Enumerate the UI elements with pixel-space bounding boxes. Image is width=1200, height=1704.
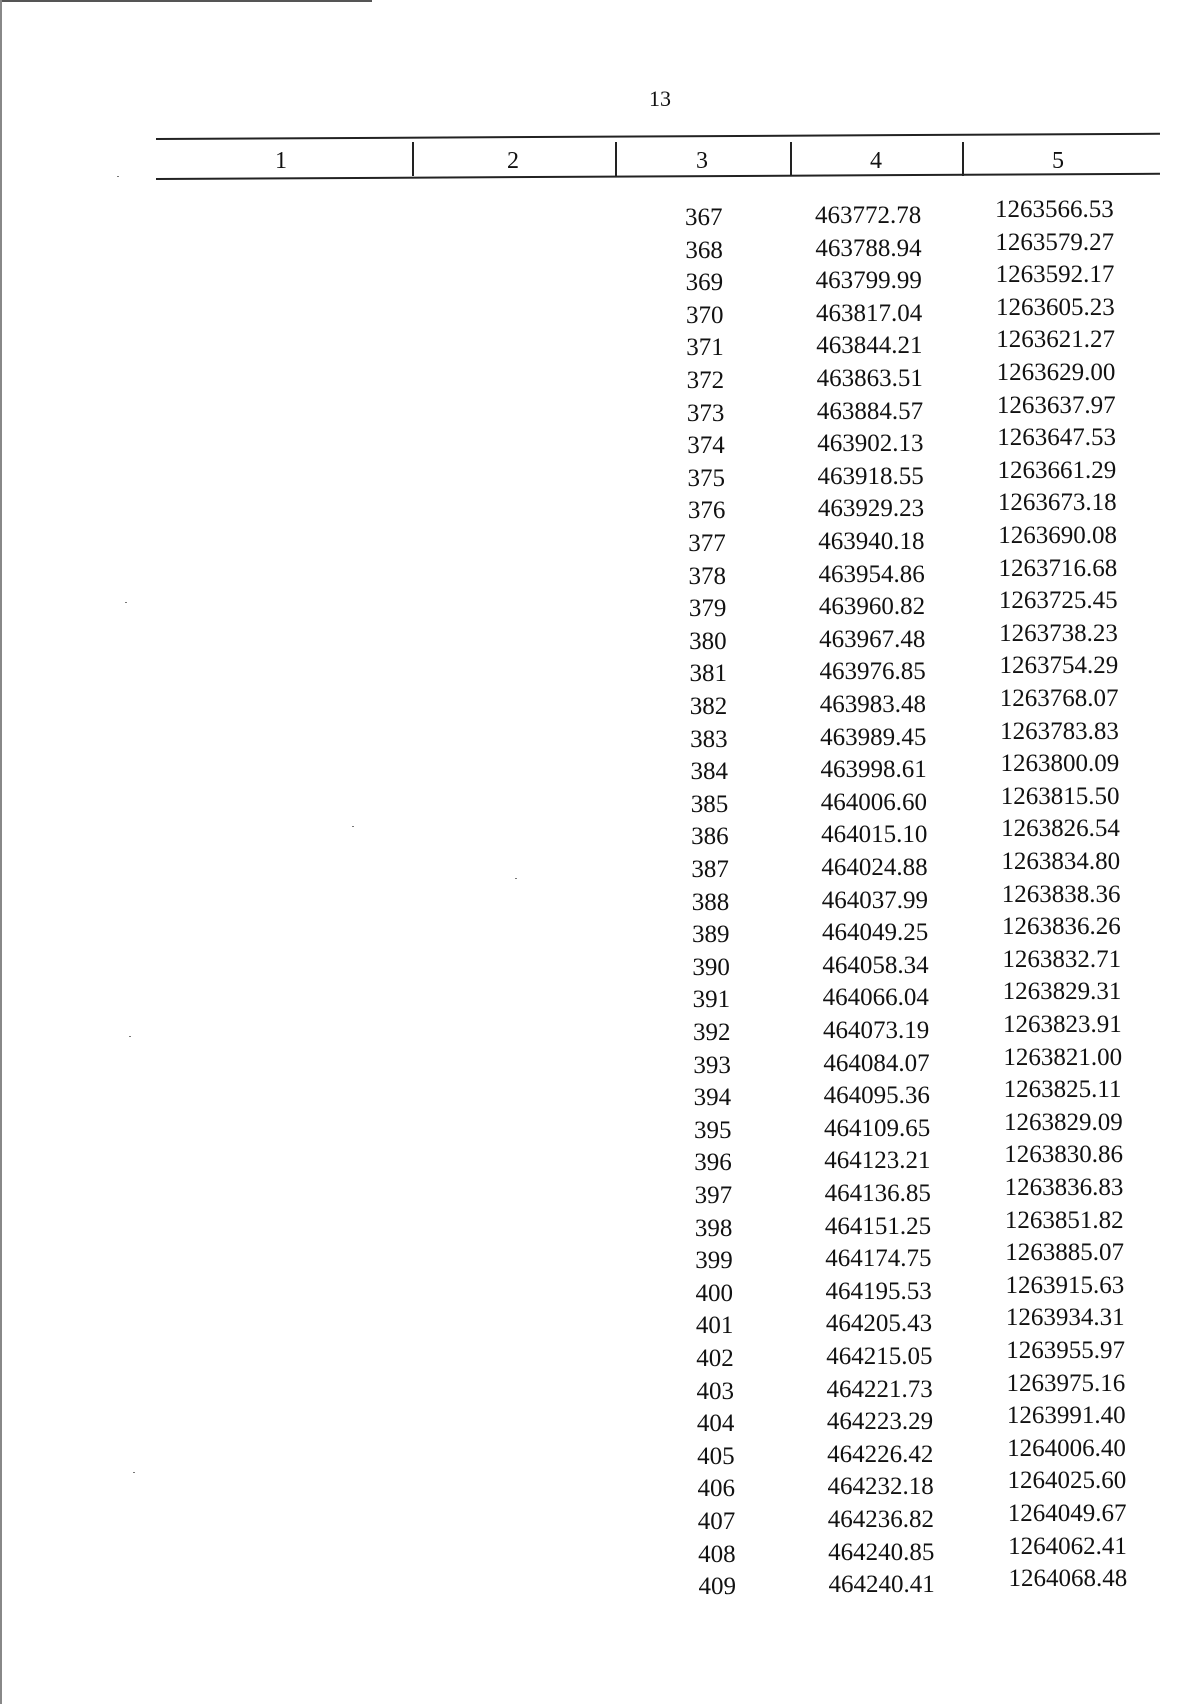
- cell-y-coordinate: 1263690.08: [998, 522, 1117, 549]
- cell-point-number: 402: [696, 1345, 734, 1372]
- cell-x-coordinate: 464223.29: [826, 1408, 934, 1436]
- column-divider: [412, 142, 414, 176]
- cell-point-number: 392: [693, 1019, 731, 1046]
- cell-point-number: 382: [689, 693, 728, 720]
- cell-x-coordinate: 464095.36: [823, 1082, 930, 1110]
- cell-x-coordinate: 463884.57: [816, 397, 924, 425]
- cell-x-coordinate: 464215.05: [826, 1343, 933, 1370]
- column-divider: [790, 142, 792, 176]
- cell-point-number: 395: [693, 1116, 732, 1144]
- cell-x-coordinate: 464049.25: [822, 919, 929, 947]
- cell-x-coordinate: 464226.42: [827, 1440, 934, 1468]
- cell-y-coordinate: 1263754.29: [999, 652, 1119, 680]
- cell-y-coordinate: 1263836.83: [1004, 1174, 1124, 1201]
- cell-y-coordinate: 1263579.27: [995, 228, 1115, 256]
- column-header-2: 2: [507, 148, 519, 174]
- cell-point-number: 377: [688, 530, 726, 557]
- cell-y-coordinate: 1263975.16: [1006, 1369, 1126, 1397]
- cell-x-coordinate: 463863.51: [816, 365, 923, 392]
- cell-y-coordinate: 1263621.27: [996, 326, 1116, 354]
- cell-x-coordinate: 464109.65: [823, 1114, 931, 1142]
- column-header-3: 3: [696, 148, 708, 174]
- cell-x-coordinate: 463954.86: [818, 560, 925, 588]
- cell-y-coordinate: 1263829.31: [1002, 978, 1122, 1006]
- cell-point-number: 367: [685, 204, 723, 231]
- cell-y-coordinate: 1263821.00: [1003, 1043, 1123, 1071]
- cell-point-number: 403: [696, 1377, 735, 1405]
- cell-point-number: 385: [690, 790, 729, 818]
- cell-point-number: 371: [686, 334, 724, 362]
- cell-x-coordinate: 464221.73: [826, 1375, 933, 1403]
- cell-point-number: 375: [687, 464, 726, 492]
- cell-x-coordinate: 463929.23: [817, 495, 925, 523]
- cell-point-number: 380: [689, 627, 727, 655]
- cell-point-number: 400: [695, 1279, 734, 1307]
- cell-x-coordinate: 463844.21: [816, 332, 923, 360]
- cell-y-coordinate: 1263836.26: [1002, 913, 1121, 941]
- scan-speck: [515, 878, 517, 879]
- cell-point-number: 406: [697, 1475, 735, 1503]
- cell-y-coordinate: 1263955.97: [1006, 1337, 1125, 1364]
- cell-point-number: 388: [691, 888, 730, 916]
- cell-point-number: 404: [696, 1410, 735, 1438]
- cell-y-coordinate: 1263768.07: [999, 685, 1119, 712]
- cell-point-number: 374: [687, 432, 725, 460]
- cell-point-number: 378: [688, 562, 727, 590]
- cell-x-coordinate: 463998.61: [820, 756, 927, 784]
- cell-point-number: 372: [686, 367, 725, 394]
- cell-x-coordinate: 464174.75: [825, 1245, 932, 1273]
- cell-point-number: 389: [692, 921, 730, 949]
- cell-y-coordinate: 1263783.83: [1000, 717, 1119, 745]
- scan-speck: [117, 176, 119, 177]
- cell-point-number: 386: [691, 823, 729, 851]
- cell-y-coordinate: 1263800.09: [1000, 750, 1120, 778]
- cell-y-coordinate: 1264049.67: [1007, 1500, 1127, 1527]
- column-divider: [615, 142, 617, 176]
- cell-point-number: 369: [685, 269, 724, 297]
- scan-speck: [129, 1036, 131, 1037]
- cell-y-coordinate: 1263815.50: [1000, 782, 1120, 810]
- cell-y-coordinate: 1263566.53: [995, 196, 1114, 223]
- cell-y-coordinate: 1263637.97: [996, 391, 1116, 419]
- cell-y-coordinate: 1263605.23: [995, 293, 1115, 321]
- scan-speck: [125, 602, 127, 603]
- cell-y-coordinate: 1263830.86: [1004, 1141, 1124, 1169]
- cell-y-coordinate: 1263838.36: [1001, 880, 1121, 908]
- cell-y-coordinate: 1263885.07: [1005, 1239, 1124, 1267]
- header-rule-top: [156, 133, 1160, 140]
- cell-y-coordinate: 1263829.09: [1003, 1108, 1123, 1136]
- cell-x-coordinate: 464073.19: [823, 1017, 930, 1044]
- cell-x-coordinate: 463967.48: [819, 625, 926, 653]
- cell-x-coordinate: 464058.34: [822, 951, 929, 979]
- cell-y-coordinate: 1263716.68: [998, 554, 1118, 582]
- cell-y-coordinate: 1263825.11: [1003, 1076, 1122, 1104]
- cell-y-coordinate: 1264025.60: [1007, 1467, 1127, 1495]
- cell-point-number: 407: [697, 1508, 736, 1535]
- column-header-5: 5: [1052, 148, 1064, 174]
- cell-x-coordinate: 463902.13: [817, 430, 924, 458]
- cell-point-number: 408: [698, 1540, 736, 1568]
- cell-point-number: 394: [693, 1084, 732, 1112]
- cell-x-coordinate: 464084.07: [823, 1049, 930, 1077]
- cell-point-number: 383: [690, 725, 728, 753]
- cell-point-number: 401: [695, 1312, 734, 1340]
- cell-point-number: 396: [694, 1149, 732, 1177]
- cell-point-number: 384: [690, 758, 728, 786]
- cell-x-coordinate: 464066.04: [822, 984, 929, 1012]
- cell-point-number: 397: [694, 1182, 733, 1209]
- cell-x-coordinate: 464205.43: [825, 1310, 933, 1338]
- column-divider: [962, 142, 964, 176]
- cell-y-coordinate: 1263823.91: [1003, 1011, 1122, 1038]
- cell-x-coordinate: 464151.25: [824, 1212, 932, 1240]
- cell-x-coordinate: 463960.82: [818, 593, 926, 621]
- cell-x-coordinate: 463772.78: [815, 202, 922, 229]
- cell-y-coordinate: 1263725.45: [998, 587, 1118, 615]
- cell-x-coordinate: 463976.85: [819, 658, 926, 686]
- cell-x-coordinate: 464024.88: [821, 854, 928, 881]
- cell-x-coordinate: 463788.94: [815, 234, 922, 262]
- cell-point-number: 393: [693, 1051, 731, 1079]
- cell-y-coordinate: 1263934.31: [1005, 1304, 1125, 1332]
- cell-y-coordinate: 1263647.53: [997, 424, 1116, 452]
- cell-point-number: 398: [694, 1214, 733, 1242]
- cell-point-number: 409: [698, 1573, 736, 1601]
- cell-point-number: 405: [697, 1442, 735, 1470]
- cell-x-coordinate: 463817.04: [815, 299, 923, 327]
- cell-y-coordinate: 1263738.23: [999, 619, 1118, 647]
- cell-x-coordinate: 463799.99: [815, 267, 922, 295]
- cell-y-coordinate: 1263991.40: [1006, 1402, 1126, 1430]
- cell-y-coordinate: 1263832.71: [1002, 945, 1122, 973]
- cell-x-coordinate: 464006.60: [820, 788, 928, 816]
- cell-y-coordinate: 1263592.17: [995, 261, 1115, 289]
- scan-speck: [352, 826, 354, 827]
- cell-x-coordinate: 463940.18: [818, 528, 925, 555]
- cell-x-coordinate: 464232.18: [827, 1473, 934, 1501]
- cell-y-coordinate: 1263673.18: [997, 489, 1117, 517]
- column-header-4: 4: [870, 148, 882, 174]
- cell-point-number: 370: [685, 301, 724, 329]
- cell-point-number: 390: [692, 953, 730, 981]
- cell-y-coordinate: 1264068.48: [1008, 1565, 1128, 1593]
- cell-x-coordinate: 464037.99: [821, 886, 928, 914]
- cell-y-coordinate: 1264062.41: [1008, 1532, 1127, 1560]
- cell-point-number: 387: [691, 856, 729, 883]
- cell-point-number: 379: [688, 595, 727, 623]
- cell-x-coordinate: 464195.53: [825, 1277, 932, 1305]
- cell-x-coordinate: 463918.55: [817, 462, 924, 490]
- scan-speck: [133, 1472, 135, 1473]
- cell-x-coordinate: 464240.41: [828, 1571, 935, 1599]
- cell-y-coordinate: 1263629.00: [996, 359, 1116, 386]
- cell-x-coordinate: 463983.48: [819, 691, 927, 718]
- cell-x-coordinate: 464236.82: [827, 1506, 935, 1533]
- cell-point-number: 376: [687, 497, 726, 525]
- cell-x-coordinate: 464123.21: [824, 1147, 931, 1175]
- cell-y-coordinate: 1263826.54: [1001, 815, 1120, 843]
- page-number: 13: [649, 86, 671, 111]
- cell-x-coordinate: 464015.10: [821, 821, 928, 849]
- cell-point-number: 381: [689, 660, 727, 688]
- cell-y-coordinate: 1263915.63: [1005, 1271, 1125, 1299]
- cell-x-coordinate: 463989.45: [820, 723, 927, 751]
- cell-y-coordinate: 1263834.80: [1001, 848, 1121, 875]
- cell-point-number: 368: [685, 236, 723, 264]
- cell-y-coordinate: 1264006.40: [1007, 1434, 1126, 1462]
- scan-edge-top: [0, 0, 372, 2]
- scan-edge-left: [0, 0, 2, 1704]
- cell-point-number: 399: [695, 1247, 733, 1275]
- cell-y-coordinate: 1263661.29: [997, 456, 1117, 484]
- cell-point-number: 391: [692, 986, 731, 1014]
- cell-x-coordinate: 464136.85: [824, 1180, 931, 1207]
- column-header-1: 1: [275, 148, 287, 174]
- cell-x-coordinate: 464240.85: [828, 1538, 935, 1566]
- cell-y-coordinate: 1263851.82: [1004, 1206, 1124, 1234]
- cell-point-number: 373: [686, 399, 725, 427]
